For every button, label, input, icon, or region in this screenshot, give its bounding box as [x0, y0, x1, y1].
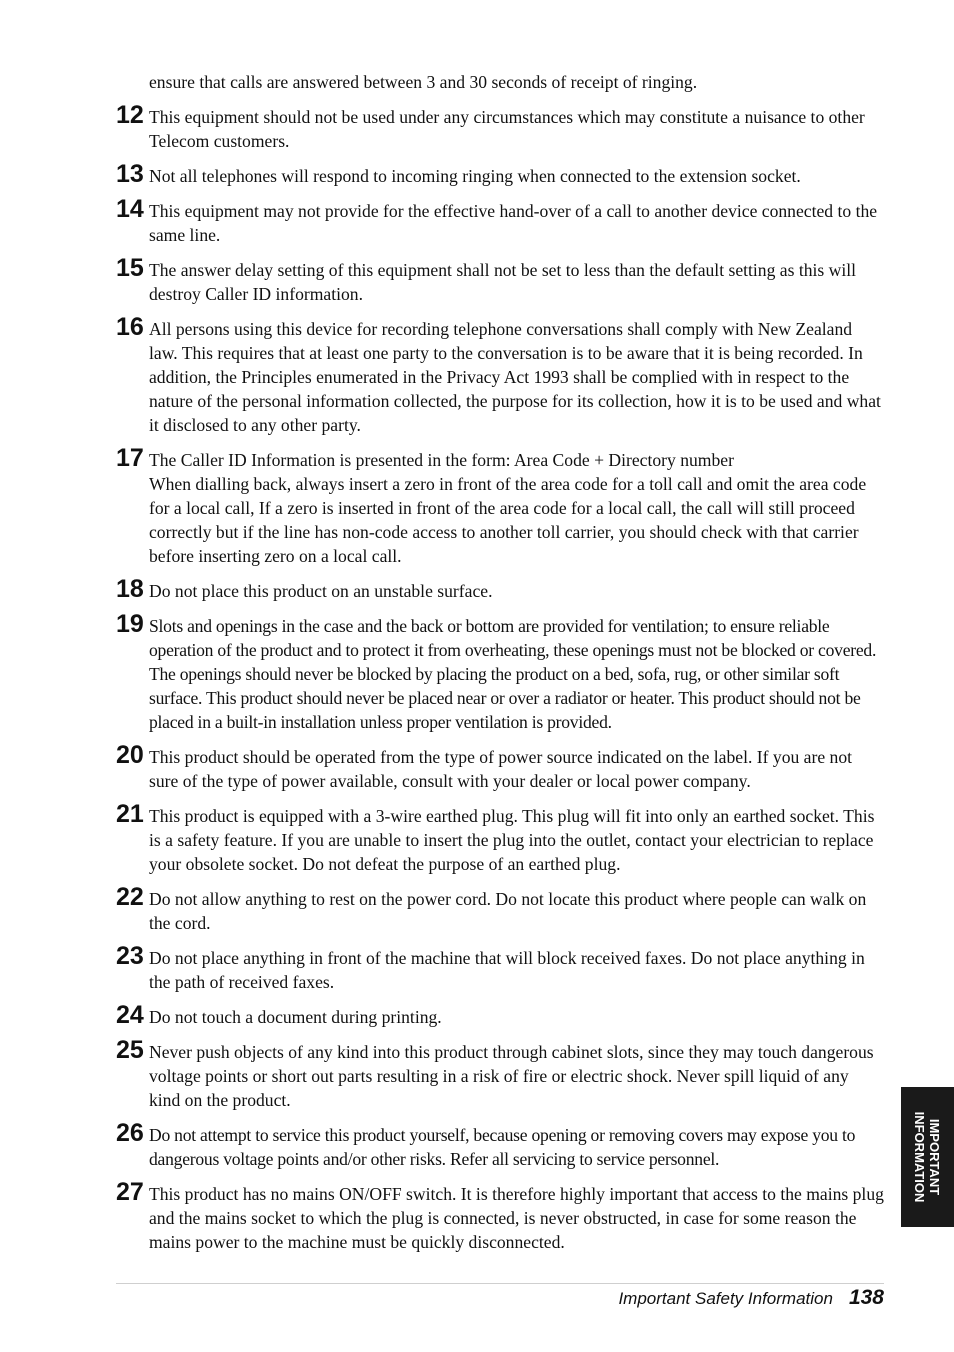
- list-item: [116, 1178, 884, 1254]
- item-number: 12: [116, 101, 144, 129]
- page-content: [116, 70, 884, 1254]
- section-side-tab: [901, 1087, 954, 1227]
- item-number: 13: [116, 160, 144, 188]
- item-text: This product should be operated from the type of power source indicated on the label. If you are not sure of the type of power available, consult with your dealer or local power company.: [149, 747, 853, 791]
- item-number: 25: [116, 1036, 144, 1064]
- item-text: All persons using this device for recording telephone conversations shall comply with New Zealand law. This requires that at least one party to the conversation is to be aware that it is being recorded. In addition, the Principles enumerated in the Privacy Act 1993 shall be complied with in respect to the nature of the personal information collected, the purpose for its collection, how it is to be used and what it disclosed to any other party.: [149, 319, 881, 435]
- item-number: 20: [116, 741, 144, 769]
- item-number: 19: [116, 610, 144, 638]
- item-number: 23: [116, 942, 144, 970]
- item-text: Never push objects of any kind into this product through cabinet slots, since they may touch dangerous voltage points or short out parts resulting in a risk of fire or electric shock. Never spill liquid of any kind on the product.: [149, 1042, 874, 1110]
- item-number: 16: [116, 313, 144, 341]
- list-item: [116, 800, 884, 876]
- list-item: [116, 101, 884, 153]
- item-text: Not all telephones will respond to incoming ringing when connected to the extension socket.: [149, 166, 801, 186]
- item-number: 17: [116, 444, 144, 472]
- item-text: The answer delay setting of this equipment shall not be set to less than the default setting as this will destroy Caller ID information.: [149, 260, 857, 304]
- item-text: This equipment may not provide for the effective hand-over of a call to another device connected to the same line.: [149, 201, 878, 245]
- item-number: 24: [116, 1001, 144, 1029]
- list-item: [116, 883, 884, 935]
- item-text: Do not place this product on an unstable surface.: [149, 581, 493, 601]
- item-text: The Caller ID Information is presented in the form: Area Code + Directory number When dialling back, always insert a zero in front of the area code for a toll call and omit the area code for a local call, If a zero is inserted in front of the area code for a local call, the call will still proceed correctly but if the line has non-code access to another toll carrier, you should check with that carrier before inserting zero on a local call.: [149, 450, 867, 566]
- list-item: [116, 160, 884, 188]
- item-text: This equipment should not be used under any circumstances which may constitute a nuisance to other Telecom customers.: [149, 107, 865, 151]
- item-text: This product is equipped with a 3-wire earthed plug. This plug will fit into only an earthed socket. This is a safety feature. If you are unable to insert the plug into the outlet, contact your electrician to replace your obsolete socket. Do not defeat the purpose of an earthed plug.: [149, 806, 875, 874]
- footer-divider: [116, 1283, 884, 1284]
- list-item: [116, 1036, 884, 1112]
- item-number: 21: [116, 800, 144, 828]
- list-item: [116, 575, 884, 603]
- list-item: [116, 1119, 884, 1171]
- page-footer: [618, 1286, 884, 1310]
- footer-title: Important Safety Information: [618, 1289, 833, 1308]
- list-item: [116, 195, 884, 247]
- page-number: 138: [848, 1286, 884, 1309]
- item-number: 27: [116, 1178, 144, 1206]
- item-number: 15: [116, 254, 144, 282]
- side-tab-label: IMPORTANT INFORMATION: [912, 1111, 942, 1203]
- list-item: [116, 942, 884, 994]
- intro-paragraph: ensure that calls are answered between 3 and 30 seconds of receipt of ringing.: [149, 72, 698, 92]
- list-item: [116, 741, 884, 793]
- list-item: [116, 1001, 884, 1029]
- list-item: [116, 610, 884, 734]
- item-number: 14: [116, 195, 144, 223]
- item-text: Do not touch a document during printing.: [149, 1007, 442, 1027]
- list-item: [116, 313, 884, 437]
- item-text: Do not attempt to service this product yourself, because opening or removing covers may expose you to dangerous voltage points and/or other risks. Refer all servicing to service personnel.: [149, 1125, 856, 1169]
- item-text: Slots and openings in the case and the back or bottom are provided for ventilation; to ensure reliable operation of the product and to protect it from overheating, these openings must not be blocked or covered. The openings should never be blocked by placing the product on a bed, sofa, rug, or other similar soft surface. This product should never be placed near or over a radiator or heater. This product should not be placed in a built-in installation unless proper ventilation is provided.: [149, 616, 877, 732]
- item-number: 22: [116, 883, 144, 911]
- item-text: This product has no mains ON/OFF switch. It is therefore highly important that access to the mains plug and the mains socket to which the plug is connected, is never obstructed, in case for some reason the mains power to the machine must be quickly disconnected.: [149, 1184, 884, 1252]
- list-item: [116, 444, 884, 568]
- item-text: Do not allow anything to rest on the power cord. Do not locate this product where people can walk on the cord.: [149, 889, 867, 933]
- list-item: [116, 254, 884, 306]
- item-number: 26: [116, 1119, 144, 1147]
- item-text: Do not place anything in front of the machine that will block received faxes. Do not place anything in the path of received faxes.: [149, 948, 865, 992]
- item-number: 18: [116, 575, 144, 603]
